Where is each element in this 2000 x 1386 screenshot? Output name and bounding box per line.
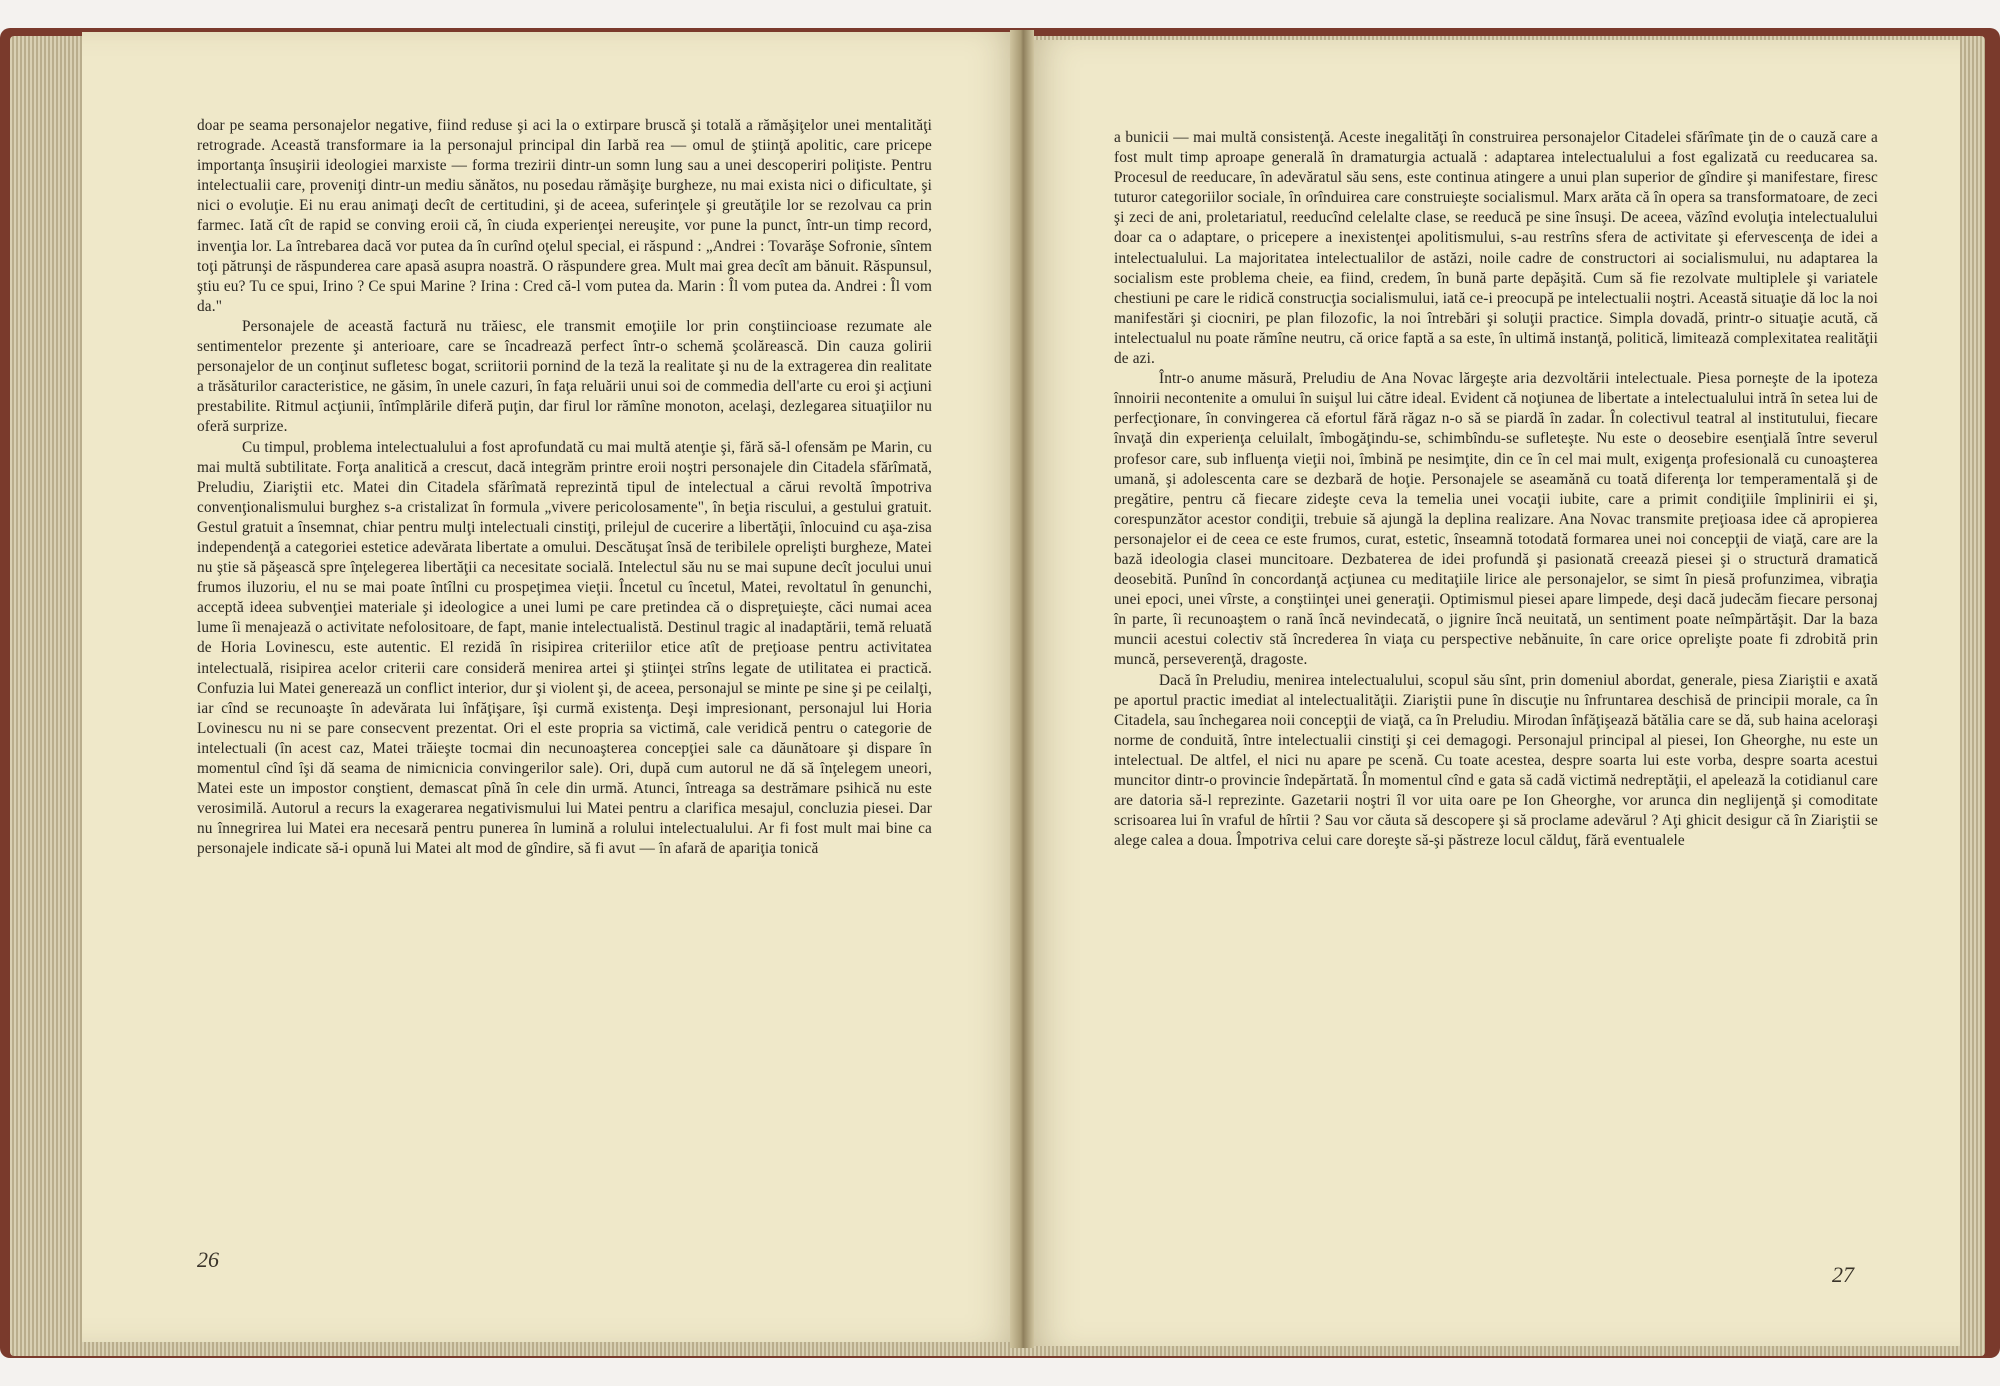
right-page (1026, 40, 1960, 1346)
left-paragraph-2: Personajele de această factură nu trăiesc, ele transmit emoţiile lor prin conştiincioase rezumate ale sentimentelor prezente şi anterioare, care se încadrează perfect într-o schemă şcolărească. Din cauza golirii personajelor de un conţinut sufletesc bogat, scriitorii pornind de la teză la realitate şi nu de la extragerea din realitate a trăsăturilor caracteristice, ne găsim, în unele cazuri, în faţa reluării unui soi de commedia dell'arte cu eroi şi acţiuni prestabilite. Ritmul acţiunii, întîmplările diferă puţin, dar firul lor rămîne monoton, acelaşi, dezlegarea situaţiilor nu oferă surprize. (197, 317, 932, 436)
left-paragraph-3: Cu timpul, problema intelectualului a fost aprofundată cu mai multă atenţie şi, fără să-l ofensăm pe Marin, cu mai multă subtilitate. Forţa analitică a crescut, dacă integrăm printre eroii noştri personajele din Citadela sfărîmată, Preludiu, Ziariştii etc. Matei din Citadela sfărîmată reprezintă tipul de intelectual a cărui revoltă împotriva convenţionalismului burghez s-a cristalizat în formula „vivere pericolosamente", în beţia riscului, a gestului gratuit. Gestul gratuit a însemnat, chiar pentru mulţi intelectuali cinstiţi, prilejul de cucerire a libertăţii, înlocuind cu aşa-zisa independenţă a categoriei estetice adevărata libertate a omului. Descătuşat însă de teribilele oprelişti burgheze, Matei nu ştie să păşească spre înţelegerea libertăţii ca necesitate socială. Intelectul său nu se mai supune decît jocului unui frumos iluzoriu, el nu se mai poate întîlni cu prospeţimea vieţii. Încetul cu încetul, Matei, revoltatul în genunchi, acceptă ideea subvenţiei materiale şi ideologice a unei lumi pe care pretindea că o dispreţuieşte, căci numai acea lume îi menajează o activitate nefolositoare, de fapt, manie intelectualistă. Destinul tragic al inadaptării, temă reluată de Horia Lovinescu, este autentic. El rezidă în risipirea criteriilor etice atît de preţioase pentru activitatea intelectuală, risipirea acelor criterii care consideră menirea artei şi ştiinţei strîns legate de utilitatea ei practică. Confuzia lui Matei generează un conflict interior, dur şi violent şi, de aceea, personajul se minte pe sine şi pe ceilalţi, iar cînd se recunoaşte în adevărata lui înfăţişare, îşi curmă existenţa. Deşi impresionant, personajul lui Horia Lovinescu nu ni se pare consecvent prezentat. Ori el este propria sa victimă, cale veridică pentru o categorie de intelectuali (în acest caz, Matei trăieşte tocmai din necunoaşterea concepţiei sale ca dăunătoare şi dispare în momentul cînd îşi dă seama de nimicnicia convingerilor sale). Ori, după cum autorul ne dă să înţelegem uneori, Matei este un impostor conştient, demascat pînă în cele din urmă. Atunci, întreaga sa destrămare psihică nu este verosimilă. Autorul a recurs la exagerarea negativismului lui Matei pentru a clarifica mesajul, concluzia piesei. Dar nu înnegrirea lui Matei era necesară pentru punerea în lumină a rolului intelectualului. Ar fi fost mult mai bine ca personajele indicate să-i opună lui Matei alt mod de gîndire, să fi avut — în afară de apariţia tonică (197, 438, 932, 858)
left-paragraph-1: doar pe seama personajelor negative, fiind reduse şi aci la o extirpare bruscă şi totală a rămăşiţelor unei mentalităţi retrograde. Această transformare ia la personajul principal din Iarbă rea — omul de ştiinţă apolitic, care pricepe importanţa însuşirii ideologiei marxiste — forma trezirii dintr-un somn lung sau a unei descoperiri poliţiste. Pentru intelectualii care, proveniţi dintr-un mediu sănătos, nu posedau rămăşiţe burgheze, nu mai exista nici o dificultate, şi nici o evoluţie. Ei nu erau animaţi decît de certitudini, şi de aceea, suferinţele şi greutăţile lor se rezolvau ca prin farmec. Iată cît de rapid se conving eroii că, în ciuda experienţei nereuşite, vor pune la punct, într-un timp record, invenţia lor. La întrebarea dacă vor putea da în curînd oţelul special, ei răspund : „Andrei : Tovarăşe Sofronie, sîntem toţi pătrunşi de răspunderea care apasă asupra noastră. O răspundere grea. Mult mai grea decît am bănuit. Răspunsul, ştiu eu? Tu ce spui, Irino ? Ce spui Marine ? Irina : Cred că-l vom putea da. Marin : Îl vom putea da. Andrei : Îl vom da." (197, 117, 932, 315)
right-page-number: 27 (1832, 1262, 1854, 1287)
right-page-text (1114, 128, 1878, 851)
right-paragraph-1: a bunicii — mai multă consistenţă. Aceste inegalităţi în construirea personajelor Citadelei sfărîmate ţin de o cauză care a fost mult timp aproape generală în dramaturgia actuală : adaptarea intelectualului a fost egalizată cu reeducarea sa. Procesul de reeducare, în adevăratul său sens, este continua atingere a unui plan superior de gîndire şi manifestare, firesc tuturor categoriilor sociale, în orînduirea care construieşte socialismul. Marx arăta că în opera sa transformatoare, de zeci şi zeci de ani, proletariatul, reeducînd celelalte clase, se reeducă pe sine însuşi. De aceea, văzînd evoluţia intelectualului doar ca o adaptare, o pricepere a inexistenţei apolitismului, s-au restrîns sfera de activitate şi efervescenţa de idei a intelectualului. La majoritatea intelectualilor de astăzi, noile cadre de constructori ai socialismului, nu adaptarea la socialism este problema cheie, ea fiind, credem, în bună parte depăşită. Cum să fie rezolvate multiplele şi variatele chestiuni pe care le ridică construcţia socialismului, iată ce-i preocupă pe intelectualii noştri. Această situaţie dă loc la noi manifestări şi ciocniri, pe plan filozofic, la noi întrebări şi soluţii practice. Simpla dovadă, printr-o situaţie acută, că intelectualul nu poate rămîne neutru, că orice faptă a sa este, în ultimă instanţă, politică, limitează complexitatea realităţii de azi. (1114, 129, 1878, 368)
left-page-number: 26 (197, 1247, 219, 1272)
left-page (82, 32, 1022, 1342)
right-paragraph-3: Dacă în Preludiu, menirea intelectualului, scopul său sînt, prin domeniul abordat, generale, piesa Ziariştii e axată pe aportul practic imediat al intelectualităţii. Ziariştii pune în discuţie nu înfruntarea deschisă de principii morale, ca în Citadela, sau închegarea noii concepţii de viaţă, ca în Preludiu. Mirodan înfăţişează bătălia care se dă, sub haina aceloraşi norme de conduită, între intelectualii cinstiţi şi cei demagogi. Personajul principal al piesei, Ion Gheorghe, nu este un intelectual. De altfel, el nici nu apare pe scenă. Cu toate acestea, despre soarta lui este vorba, despre soarta acestui muncitor dintr-o provincie îndepărtată. În momentul cînd e gata să cadă victimă nedreptăţii, el apelează la cotidianul care are datoria să-l reprezinte. Gazetarii noştri îl vor uita oare pe Ion Gheorghe, vor arunca din neglijenţă şi comoditate scrisoarea lui în vraful de hîrtii ? Sau vor căuta să descopere şi să proclame adevărul ? Aţi ghicit desigur că în Ziariştii se alege calea a doua. Împotriva celui care doreşte să-şi păstreze locul călduţ, fără eventualele (1114, 671, 1878, 850)
left-page-text (197, 116, 932, 859)
book-gutter (1010, 30, 1034, 1348)
right-paragraph-2: Într-o anume măsură, Preludiu de Ana Novac lărgeşte aria dezvoltării intelectuale. Piesa porneşte de la ipoteza înnoirii necontenite a omului în suişul lui către ideal. Evident că noţiunea de libertate a intelectualului intră în setea lui de perfecţionare, în convingerea că efortul fără răgaz n-o să se piardă în zadar. În colectivul teatral al institutului, fiecare învaţă din experienţa celuilalt, îmbogăţindu-se, schimbîndu-se sufleteşte. Nu este o deosebire esenţială între severul profesor care, sub influenţa vieţii noi, îmbină pe nesimţite, din ce în cel mai mult, exigenţa profesională cu cunoaşterea umană, şi adolescenta care se dezbară de hoţie. Personajele se aseamănă cu toată diferenţa lor temperamentală şi de pregătire, pentru că fiecare zideşte ceva la temelia unei vocaţii iubite, care a primit condiţiile împlinirii ei şi, corespunzător acestor condiţii, trebuie să ajungă la deplina realizare. Ana Novac transmite preţioasa idee că apropierea personajelor ei de ceea ce este frumos, curat, estetic, înseamnă totodată formarea unei noi concepţii de viaţă, care are la bază ideologia clasei muncitoare. Dezbaterea de idei profundă şi pasionată creează piesei şi o structură dramatică deosebită. Punînd în concordanţă acţiunea cu meditaţiile lirice ale personajelor, se simt în piesă profunzimea, vibraţia unei epoci, unei vîrste, a conştiinţei unei generaţii. Optimismul piesei apare limpede, deşi dacă judecăm fiecare personaj în parte, îi recunoaştem o rană încă nevindecată, o jignire încă neuitată, un sentiment poate neîmpărtăşit. Dar la baza muncii acestui colectiv stă încrederea în viaţa cu perspective nebănuite, în care orice oprelişte poate fi zdrobită prin muncă, perseverenţă, dragoste. (1114, 370, 1878, 669)
